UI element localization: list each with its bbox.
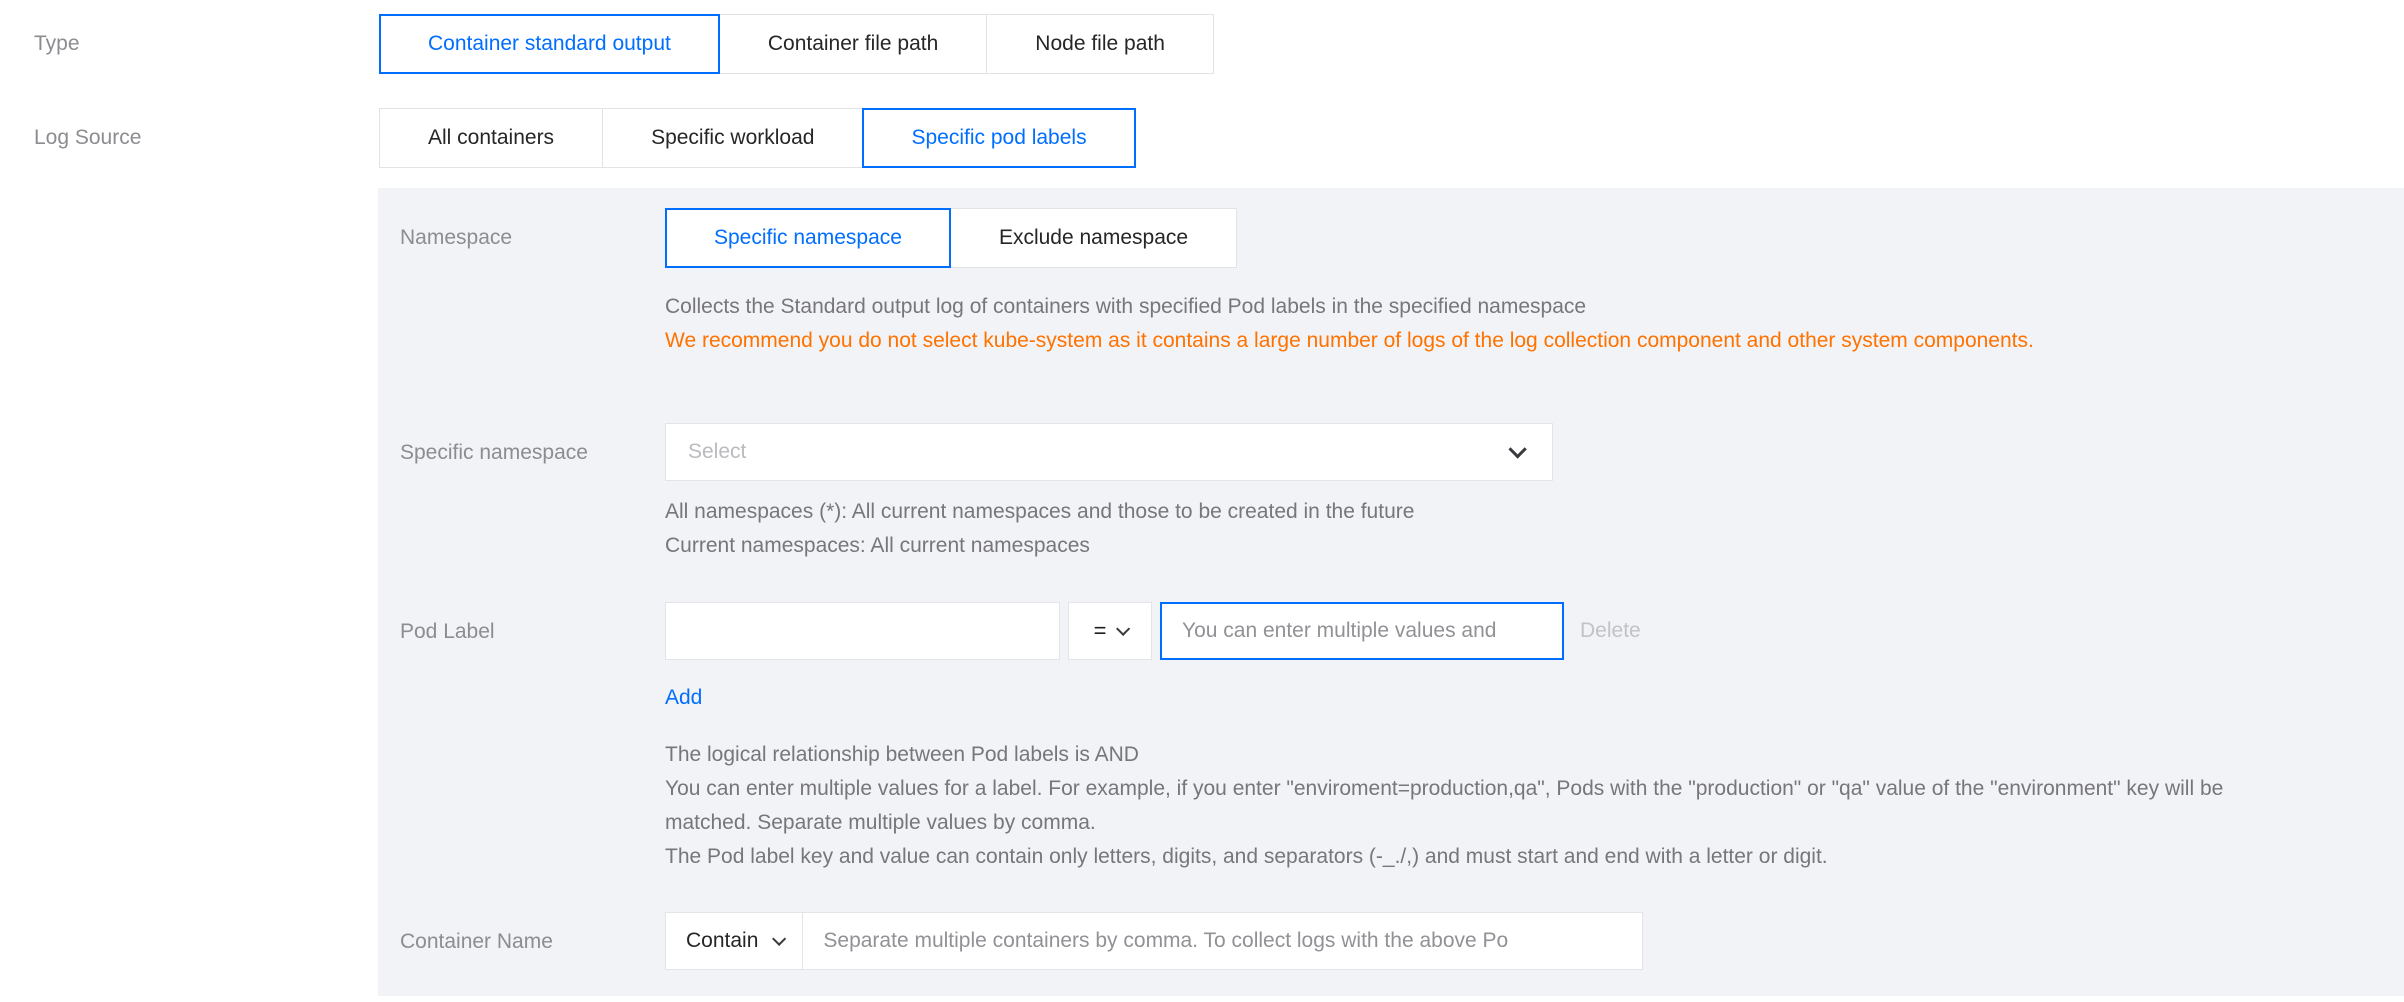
namespace-description: Collects the Standard output log of containers with specified Pod labels in the specified namespace <box>665 295 1587 318</box>
namespace-tab-group <box>665 208 2290 268</box>
namespace-select-placeholder: Select <box>688 440 747 463</box>
tab-exclude-namespace[interactable]: Exclude namespace <box>950 208 1237 268</box>
tab-container-standard-output[interactable]: Container standard output <box>379 14 720 74</box>
pod-label-help-line-3: The Pod label key and value can contain only letters, digits, and separators (-_./,) and must start and end with a letter or digit. <box>665 845 1828 868</box>
pod-label-value-input[interactable] <box>1160 602 1564 660</box>
chevron-down-icon <box>772 932 786 946</box>
container-name-label: Container Name <box>400 930 553 953</box>
tab-specific-namespace[interactable]: Specific namespace <box>665 208 951 268</box>
tab-specific-pod-labels[interactable]: Specific pod labels <box>862 108 1135 168</box>
pod-label-operator-select[interactable] <box>1068 602 1152 660</box>
log-source-label: Log Source <box>34 126 142 149</box>
chevron-down-icon <box>1508 440 1526 458</box>
container-name-input[interactable] <box>802 912 1643 970</box>
namespace-help-line-1: All namespaces (*): All current namespaces and those to be created in the future <box>665 500 1415 523</box>
namespace-label: Namespace <box>400 226 513 249</box>
type-label: Type <box>34 32 80 55</box>
log-source-tab-group <box>379 108 1136 168</box>
namespace-warning: We recommend you do not select kube-system as it contains a large number of logs of the log collection component and other system components. <box>665 329 2034 352</box>
tab-node-file-path[interactable]: Node file path <box>986 14 1214 74</box>
tab-container-file-path[interactable]: Container file path <box>719 14 987 74</box>
namespace-select[interactable] <box>665 423 1553 481</box>
pod-label-help-line-2: You can enter multiple values for a label. For example, if you enter "enviroment=production,qa", Pods with the "production" or "qa" value of the "environment" key will be matched. Separate multiple values by comma. <box>665 777 2224 834</box>
namespace-help-line-2: Current namespaces: All current namespaces <box>665 534 1090 557</box>
chevron-down-icon <box>1116 622 1130 636</box>
specific-namespace-row <box>378 423 2404 563</box>
tab-all-containers[interactable]: All containers <box>379 108 603 168</box>
specific-namespace-label: Specific namespace <box>400 441 588 464</box>
pod-label-key-input[interactable] <box>665 602 1060 660</box>
container-match-type-value: Contain <box>686 929 759 952</box>
pod-label-label: Pod Label <box>400 620 495 643</box>
container-match-type-select[interactable] <box>665 912 803 970</box>
add-pod-label-link[interactable]: Add <box>665 686 703 709</box>
tab-specific-workload[interactable]: Specific workload <box>602 108 863 168</box>
log-source-settings-panel <box>378 188 2404 996</box>
type-tab-group <box>379 14 1214 74</box>
container-name-row <box>378 912 2404 972</box>
pod-label-row <box>378 602 2404 874</box>
namespace-row <box>378 208 2404 358</box>
equals-operator: = <box>1093 618 1107 643</box>
delete-pod-label-link[interactable]: Delete <box>1580 619 1641 642</box>
pod-label-help-line-1: The logical relationship between Pod labels is AND <box>665 743 1139 766</box>
